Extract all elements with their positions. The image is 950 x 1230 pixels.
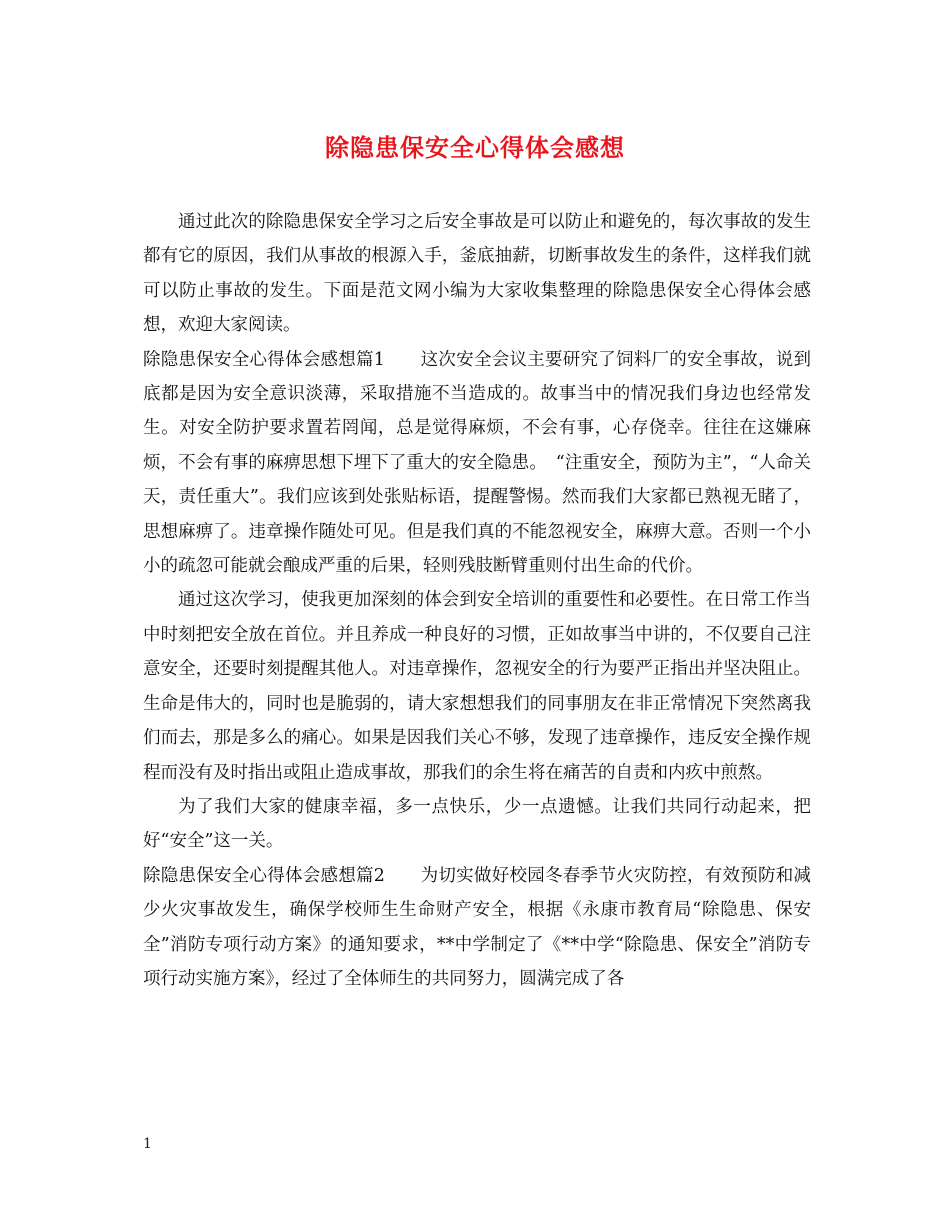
document-title: 除隐患保安全心得体会感想	[325, 133, 625, 162]
page-number: 1	[143, 1136, 152, 1152]
paragraph-conclusion: 为了我们大家的健康幸福，多一点快乐，少一点遗憾。让我们共同行动起来，把好“安全”这一关。	[143, 796, 811, 852]
paragraph-article-1: 除隐患保安全心得体会感想篇1 这次安全会议主要研究了饲料厂的安全事故，说到底都是因为安全意识淡薄，采取措施不当造成的。故事当中的情况我们身边也经常发生。对安全防护要求置若罔闻，总是觉得麻烦，不会有事，心存侥幸。往往在这嫌麻烦，不会有事的麻痹思想下埋下了重大的安全隐患。 “注重安全，预防为主”，“人命关天，责任重大”。我们应该到处张贴标语，提醒警惕。然而我们大家都已熟视无睹了，思想麻痹了。违章操作随处可见。但是我们真的不能忽视安全，麻痹大意。否则一个小小的疏忽可能就会酿成严重的后果，轻则残肢断臂重则付出生命的代价。	[143, 349, 811, 577]
paragraph-intro: 通过此次的除隐患保安全学习之后安全事故是可以防止和避免的，每次事故的发生都有它的原因，我们从事故的根源入手，釜底抽薪，切断事故发生的条件，这样我们就可以防止事故的发生。下面是范文网小编为大家收集整理的除隐患保安全心得体会感想，欢迎大家阅读。	[143, 212, 811, 336]
paragraph-reflection: 通过这次学习，使我更加深刻的体会到安全培训的重要性和必要性。在日常工作当中时刻把安全放在首位。并且养成一种良好的习惯，正如故事当中讲的，不仅要自己注意安全，还要时刻提醒其他人。对违章操作，忽视安全的行为要严正指出并坚决阻止。生命是伟大的，同时也是脆弱的，请大家想想我们的同事朋友在非正常情况下突然离我们而去，那是多么的痛心。如果是因我们关心不够，发现了违章操作，违反安全操作规程而没有及时指出或阻止造成事故，那我们的余生将在痛苦的自责和内疚中煎熬。	[143, 590, 811, 783]
document-body	[143, 205, 811, 996]
paragraph-article-2: 除隐患保安全心得体会感想篇2 为切实做好校园冬春季节火灾防控，有效预防和减少火灾事故发生，确保学校师生生命财产安全，根据《永康市教育局“除隐患、保安全”消防专项行动方案》的通知要求，**中学制定了《**中学“除隐患、保安全”消防专项行动实施方案》，经过了全体师生的共同努力，圆满完成了各	[143, 865, 811, 989]
